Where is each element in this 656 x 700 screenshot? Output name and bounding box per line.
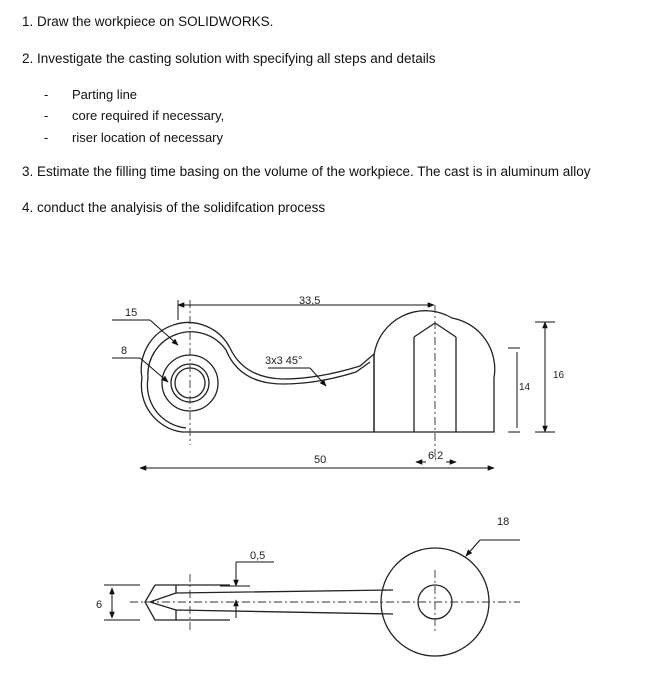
task-2: 2. Investigate the casting solution with specifying all steps and details: [22, 51, 436, 66]
dim-6: 6: [96, 599, 103, 611]
bullet-dash: -: [44, 108, 49, 123]
dim-16: 16: [553, 370, 565, 381]
dim-14: 14: [519, 382, 531, 393]
bullet-parting-line: Parting line: [72, 87, 138, 102]
bullet-dash: -: [44, 130, 49, 145]
dim-6-2: 6,2: [428, 450, 444, 462]
bullet-riser: riser location of necessary: [72, 130, 224, 145]
dim-15: 15: [125, 307, 138, 319]
dim-33-5: 33,5: [299, 295, 321, 307]
front-view: [141, 311, 495, 432]
center-lines: [190, 300, 435, 460]
dim-0-5: 0,5: [250, 550, 266, 562]
task-4: 4. conduct the analyisis of the solidifcation process: [22, 200, 326, 215]
center-lines-top: [130, 570, 520, 634]
dim-50: 50: [314, 454, 327, 466]
bullet-core: core required if necessary,: [72, 108, 225, 123]
dimension-lines-top: [104, 540, 520, 620]
task-1: 1. Draw the workpiece on SOLIDWORKS.: [22, 14, 274, 29]
dim-8: 8: [121, 345, 128, 357]
dim-18: 18: [497, 516, 510, 528]
task-3: 3. Estimate the filling time basing on the volume of the workpiece. The cast is in aluminum alloy: [22, 164, 591, 179]
bullet-dash: -: [44, 87, 49, 102]
dim-chamfer: 3x3 45°: [265, 355, 303, 367]
dimension-lines-front: [112, 300, 555, 468]
